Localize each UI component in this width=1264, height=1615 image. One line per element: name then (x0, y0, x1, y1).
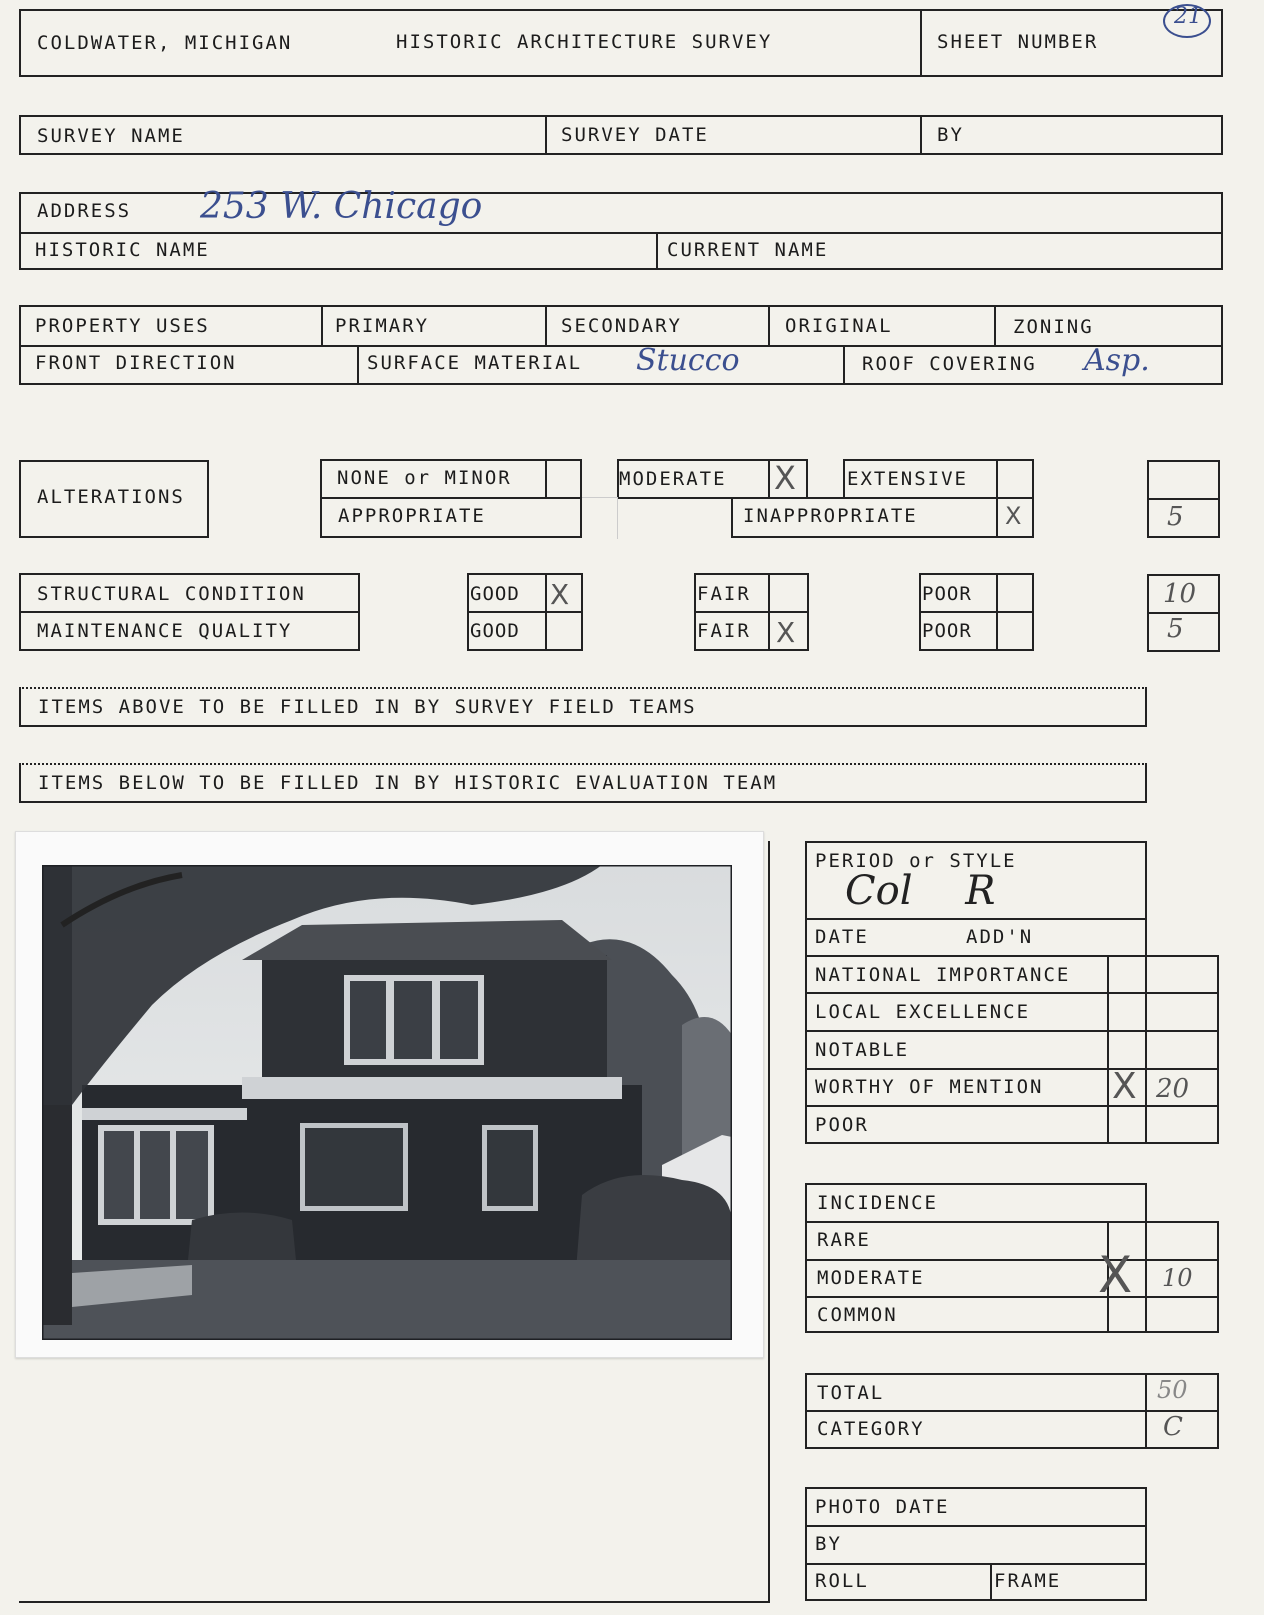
photo-info-rule-2 (805, 1563, 1147, 1565)
roll-label: ROLL (815, 1570, 869, 1592)
upper-window-1 (350, 981, 386, 1059)
side-window-3 (176, 1131, 208, 1219)
inappropriate-check-divider (996, 497, 998, 538)
header-city: COLDWATER, MICHIGAN (37, 32, 293, 54)
survey-by-label: BY (937, 124, 964, 146)
maintenance-score[interactable]: 5 (1167, 614, 1184, 644)
inc-row-1-label: MODERATE (817, 1267, 925, 1289)
structural-fair-label: FAIR (697, 583, 751, 605)
structural-poor-label: POOR (922, 583, 972, 605)
side-wing-roof (82, 1108, 247, 1120)
alterations-score[interactable]: 5 (1167, 502, 1184, 532)
totals-rule (805, 1410, 1219, 1412)
eval-row-3-label: WORTHY OF MENTION (815, 1076, 1044, 1098)
eval-row-2-label: NOTABLE (815, 1039, 910, 1061)
upper-window-3 (440, 981, 478, 1059)
photo-mount (15, 831, 764, 1358)
maintenance-good-label: GOOD (470, 620, 520, 642)
zoning-label: ZONING (1013, 316, 1094, 338)
totals-divider (1145, 1373, 1147, 1449)
total-label: TOTAL (817, 1382, 885, 1404)
surface-material-value[interactable]: Stucco (636, 343, 740, 378)
sheet-number-value[interactable]: 21 (1174, 4, 1202, 29)
porch-window-right (487, 1130, 533, 1206)
alterations-label: ALTERATIONS (37, 486, 185, 508)
eval-rule-2 (805, 1030, 1219, 1032)
eval-row-3-mark[interactable]: X (1112, 1066, 1137, 1107)
moderate-alt-label: MODERATE (619, 468, 727, 490)
historic-name-label: HISTORIC NAME (35, 239, 210, 261)
photo-info-rule-1 (805, 1525, 1147, 1527)
inc-row-0-label: RARE (817, 1229, 871, 1251)
roof-covering-label: ROOF COVERING (862, 353, 1037, 375)
address-value[interactable]: 253 W. Chicago (200, 186, 483, 227)
eval-rule-0 (805, 955, 1147, 957)
structural-score[interactable]: 10 (1163, 579, 1197, 609)
inc-row-2-label: COMMON (817, 1304, 898, 1326)
eval-row-0-label: NATIONAL IMPORTANCE (815, 964, 1071, 986)
original-label: ORIGINAL (785, 315, 893, 337)
incidence-label: INCIDENCE (817, 1192, 938, 1214)
current-name-label: CURRENT NAME (667, 239, 829, 261)
eval-rule-1 (805, 992, 1219, 994)
survey-name-label: SURVEY NAME (37, 125, 185, 147)
eval-row-1-label: LOCAL EXCELLENCE (815, 1001, 1031, 1023)
structural-good-label: GOOD (470, 583, 520, 605)
property-div-4 (994, 305, 996, 345)
sheet-number-label: SHEET NUMBER (937, 31, 1099, 53)
house-photo[interactable] (42, 865, 732, 1340)
inappropriate-label: INAPPROPRIATE (743, 505, 918, 527)
category-label: CATEGORY (817, 1418, 925, 1440)
structural-good-mark[interactable]: X (550, 578, 570, 611)
property-div-6 (843, 345, 845, 385)
photo-by-label: BY (815, 1533, 842, 1555)
header-title: HISTORIC ARCHITECTURE SURVEY (396, 31, 773, 53)
good-divider (545, 573, 547, 651)
maintenance-poor-label: POOR (922, 620, 972, 642)
photo-date-label: PHOTO DATE (815, 1496, 950, 1518)
property-div-2 (545, 305, 547, 345)
photo-area-bottom-line (19, 1601, 770, 1603)
primary-label: PRIMARY (335, 315, 430, 337)
fair-rule (694, 611, 809, 613)
eval-score-column (1107, 955, 1219, 1144)
fair-divider (768, 573, 770, 651)
property-rule (19, 345, 1223, 347)
secondary-label: SECONDARY (561, 315, 682, 337)
appropriate-label: APPROPRIATE (338, 505, 486, 527)
eval-row-3-score[interactable]: 20 (1156, 1074, 1190, 1104)
inc-row-1-mark[interactable]: X (1098, 1246, 1133, 1304)
photo-area-right-line (768, 841, 770, 1603)
date-label: DATE (815, 926, 869, 948)
property-div-3 (768, 305, 770, 345)
eval-rule-date (805, 918, 1147, 920)
survey-date-label: SURVEY DATE (561, 124, 709, 146)
category-value[interactable]: C (1163, 1412, 1183, 1442)
period-label: PERIOD or STYLE (815, 850, 1017, 872)
property-div-1 (321, 305, 323, 345)
inc-rule-2 (805, 1296, 1219, 1298)
address-divider (656, 232, 658, 270)
appropriate-check-box[interactable] (582, 497, 618, 539)
maintenance-fair-mark[interactable]: X (776, 616, 796, 649)
extensive-label: EXTENSIVE (847, 468, 968, 490)
side-window-2 (140, 1131, 170, 1219)
period-value[interactable]: Col R (845, 868, 996, 914)
good-rule (467, 611, 583, 613)
roof-covering-value[interactable]: Asp. (1084, 343, 1150, 378)
above-note: ITEMS ABOVE TO BE FILLED IN BY SURVEY FIELD TEAMS (38, 696, 697, 718)
upper-window-2 (394, 981, 432, 1059)
moderate-alt-check-divider (768, 459, 770, 499)
address-label: ADDRESS (37, 200, 132, 222)
survey-divider-1 (545, 115, 547, 155)
inc-rule-1 (805, 1259, 1219, 1261)
front-direction-label: FRONT DIRECTION (35, 352, 237, 374)
below-note: ITEMS BELOW TO BE FILLED IN BY HISTORIC EVALUATION TEAM (38, 772, 778, 794)
header-divider (920, 9, 922, 77)
eval-rule-4 (805, 1105, 1219, 1107)
frame-label: FRAME (994, 1570, 1062, 1592)
photo-info-divider (990, 1563, 992, 1601)
none-minor-label: NONE or MINOR (337, 467, 512, 489)
eval-rule-3 (805, 1068, 1219, 1070)
poor-divider (996, 573, 998, 651)
alterations-score-rule (1147, 498, 1220, 500)
property-div-5 (357, 345, 359, 385)
surface-material-label: SURFACE MATERIAL (367, 352, 583, 374)
total-value[interactable]: 50 (1157, 1376, 1188, 1404)
condition-label-rule (19, 611, 360, 613)
porch-window-left (305, 1128, 403, 1206)
extensive-check-divider (996, 459, 998, 499)
poor-rule (919, 611, 1034, 613)
eval-row-4-label: POOR (815, 1114, 869, 1136)
maintenance-fair-label: FAIR (697, 620, 751, 642)
addn-label: ADD'N (966, 926, 1034, 948)
survey-divider-2 (920, 115, 922, 155)
side-window-1 (104, 1131, 134, 1219)
inappropriate-mark[interactable]: X (1005, 502, 1022, 530)
inc-rule-0 (805, 1221, 1147, 1223)
inc-row-1-score[interactable]: 10 (1162, 1264, 1193, 1292)
none-minor-check-divider (545, 459, 547, 499)
maintenance-label: MAINTENANCE QUALITY (37, 620, 293, 642)
address-rule (19, 232, 1223, 234)
property-uses-label: PROPERTY USES (35, 315, 210, 337)
porch-roof (242, 1077, 622, 1099)
structural-label: STRUCTURAL CONDITION (37, 583, 306, 605)
moderate-alt-mark[interactable]: X (774, 459, 796, 497)
